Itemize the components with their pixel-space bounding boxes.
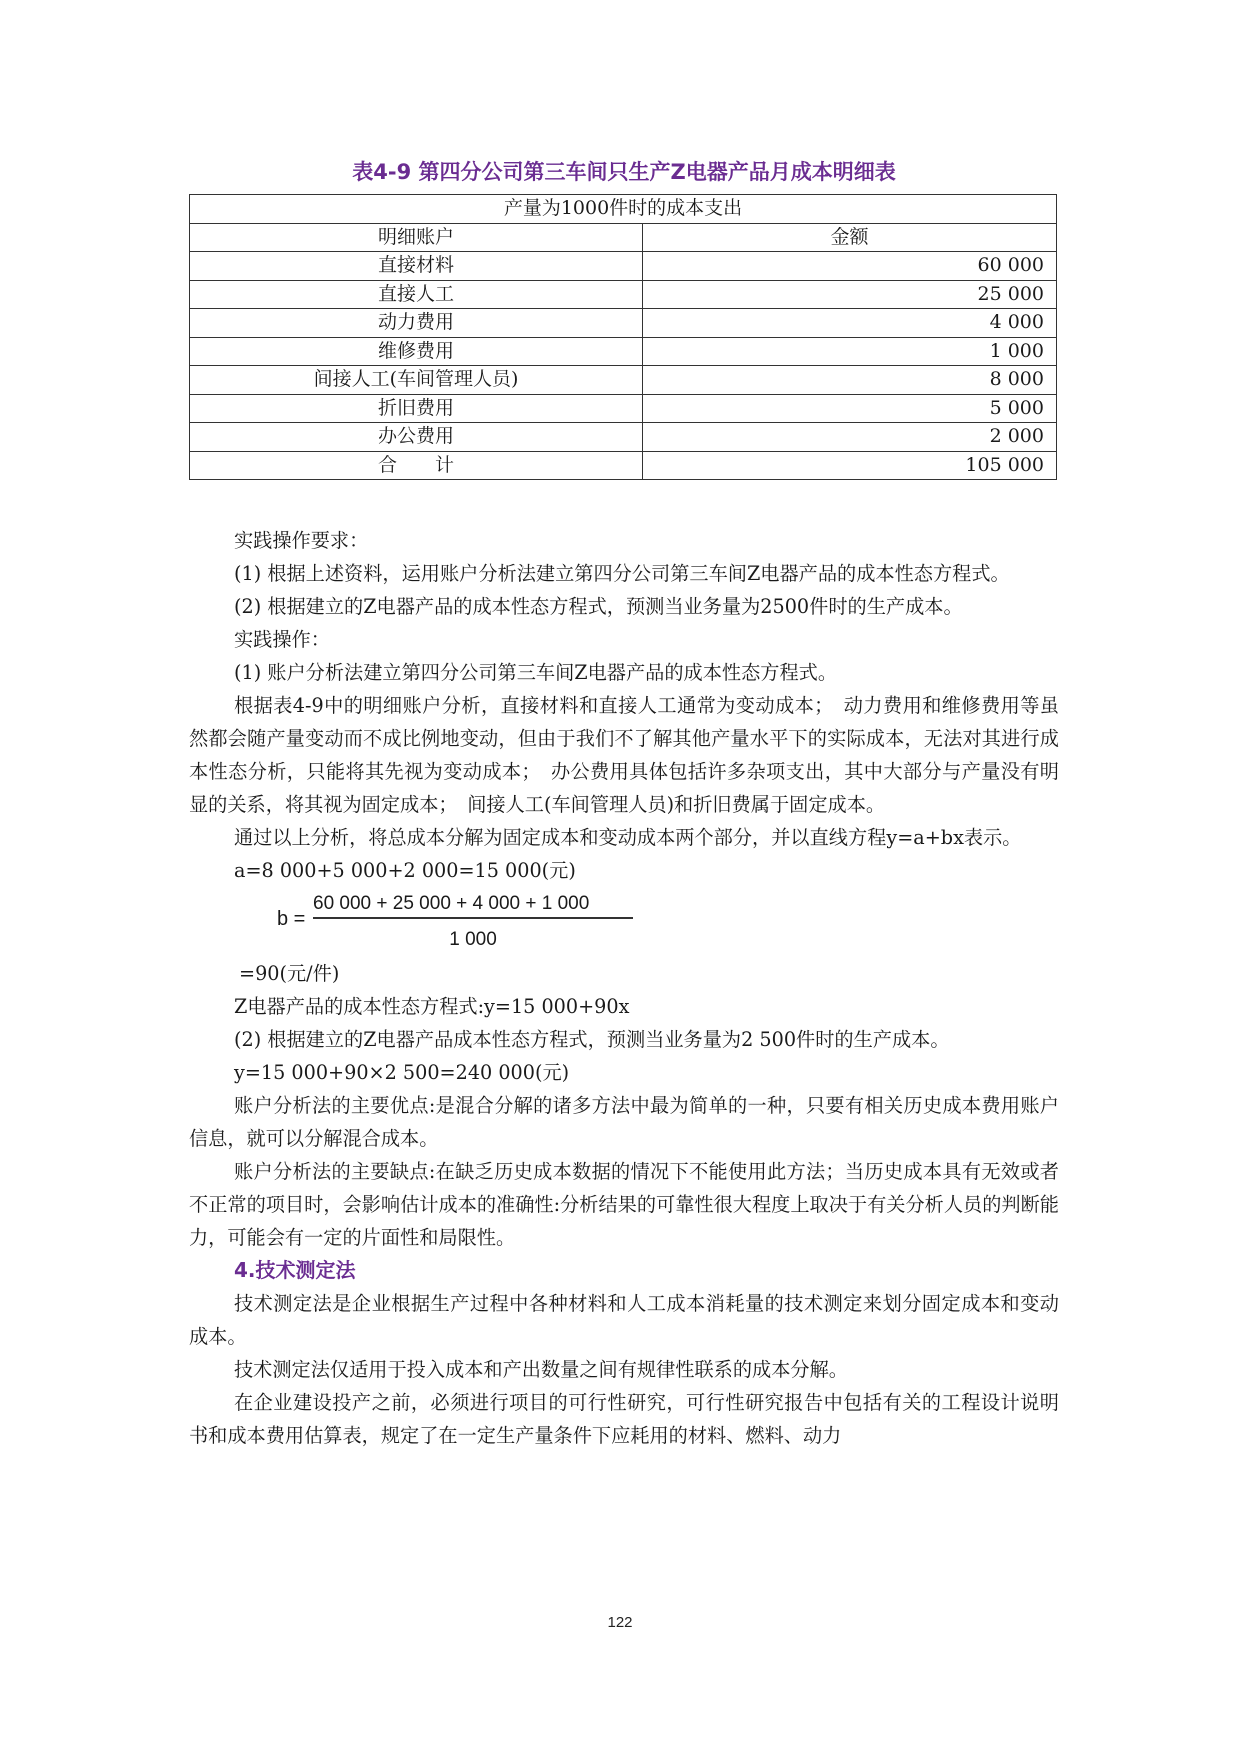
cost-detail-table [189,194,1057,480]
equation-b-result: =90(元/件) [239,962,340,985]
row-account: 折旧费用 [190,394,643,423]
paragraph: 技术测定法仅适用于投入成本和产出数量之间有规律性联系的成本分解。 [234,1358,848,1381]
formula-b [277,887,1059,957]
row-amount: 8 000 [643,366,1057,395]
row-account: 动力费用 [190,309,643,338]
row-account: 维修费用 [190,337,643,366]
row-account: 办公费用 [190,423,643,452]
table-title: 表4-9 第四分公司第三车间只生产Z电器产品月成本明细表 [352,160,896,184]
table-header-row [190,223,1057,252]
total-amount: 105 000 [643,451,1057,480]
paragraph: 实践操作要求： [234,529,369,552]
header-account: 明细账户 [190,223,643,252]
section-heading: 4.技术测定法 [234,1258,356,1282]
paragraph: (1) 根据上述资料，运用账户分析法建立第四分公司第三车间Z电器产品的成本性态方程式。 [234,562,1010,585]
paragraph: 实践操作： [234,628,330,651]
table-row [190,423,1057,452]
table-row [190,280,1057,309]
row-account: 间接人工(车间管理人员) [190,366,643,395]
table-total-row [190,451,1057,480]
paragraph: 技术测定法是企业根据生产过程中各种材料和人工成本消耗量的技术测定来划分固定成本和变动成本。 [189,1292,1059,1348]
body-text [189,524,1059,1452]
table-caption: 产量为1000件时的成本支出 [190,195,1057,224]
paragraph: 账户分析法的主要缺点:在缺乏历史成本数据的情况下不能使用此方法；当历史成本具有无效或者不正常的项目时，会影响估计成本的准确性:分析结果的可靠性很大程度上取决于有关分析人员的判断能力，可能会有一定的片面性和局限性。 [189,1160,1059,1249]
paragraph: (2) 根据建立的Z电器产品的成本性态方程式，预测当业务量为2500件时的生产成本。 [234,595,963,618]
table-row [190,337,1057,366]
paragraph: Z电器产品的成本性态方程式:y=15 000+90x [234,995,630,1018]
formula-denominator: 1 000 [449,929,497,950]
table-caption-row [190,195,1057,224]
paragraph: (1) 账户分析法建立第四分公司第三车间Z电器产品的成本性态方程式。 [234,661,838,684]
fraction-bar [313,917,633,919]
total-label: 合 计 [190,451,643,480]
table-row [190,252,1057,281]
table-row [190,309,1057,338]
paragraph: 在企业建设投产之前，必须进行项目的可行性研究，可行性研究报告中包括有关的工程设计说明书和成本费用估算表，规定了在一定生产量条件下应耗用的材料、燃料、动力 [189,1391,1059,1447]
equation-y: y=15 000+90×2 500=240 000(元) [234,1061,570,1084]
paragraph: 账户分析法的主要优点:是混合分解的诸多方法中最为简单的一种，只要有相关历史成本费用账户信息，就可以分解混合成本。 [189,1094,1059,1150]
table-row [190,366,1057,395]
row-amount: 1 000 [643,337,1057,366]
paragraph: 通过以上分析，将总成本分解为固定成本和变动成本两个部分，并以直线方程y=a+bx表示。 [234,826,1022,849]
paragraph: 根据表4-9中的明细账户分析，直接材料和直接人工通常为变动成本； 动力费用和维修费用等虽然都会随产量变动而不成比例地变动，但由于我们不了解其他产量水平下的实际成本，无法对其进行成本性态分析，只能将其先视为变动成本； 办公费用具体包括许多杂项支出，其中大部分与产量没有明显的关系，将其视为固定成本； 间接人工(车间管理人员)和折旧费属于固定成本。 [189,694,1059,816]
row-amount: 25 000 [643,280,1057,309]
formula-numerator: 60 000 + 25 000 + 4 000 + 1 000 [313,893,590,914]
row-amount: 4 000 [643,309,1057,338]
table-row [190,394,1057,423]
row-amount: 5 000 [643,394,1057,423]
row-amount: 2 000 [643,423,1057,452]
formula-lhs: b = [277,908,306,930]
row-account: 直接人工 [190,280,643,309]
paragraph: (2) 根据建立的Z电器产品成本性态方程式，预测当业务量为2 500件时的生产成本。 [234,1028,950,1051]
page-number: 122 [607,1614,633,1631]
header-amount: 金额 [643,223,1057,252]
row-account: 直接材料 [190,252,643,281]
equation-a: a=8 000+5 000+2 000=15 000(元) [234,859,576,882]
row-amount: 60 000 [643,252,1057,281]
